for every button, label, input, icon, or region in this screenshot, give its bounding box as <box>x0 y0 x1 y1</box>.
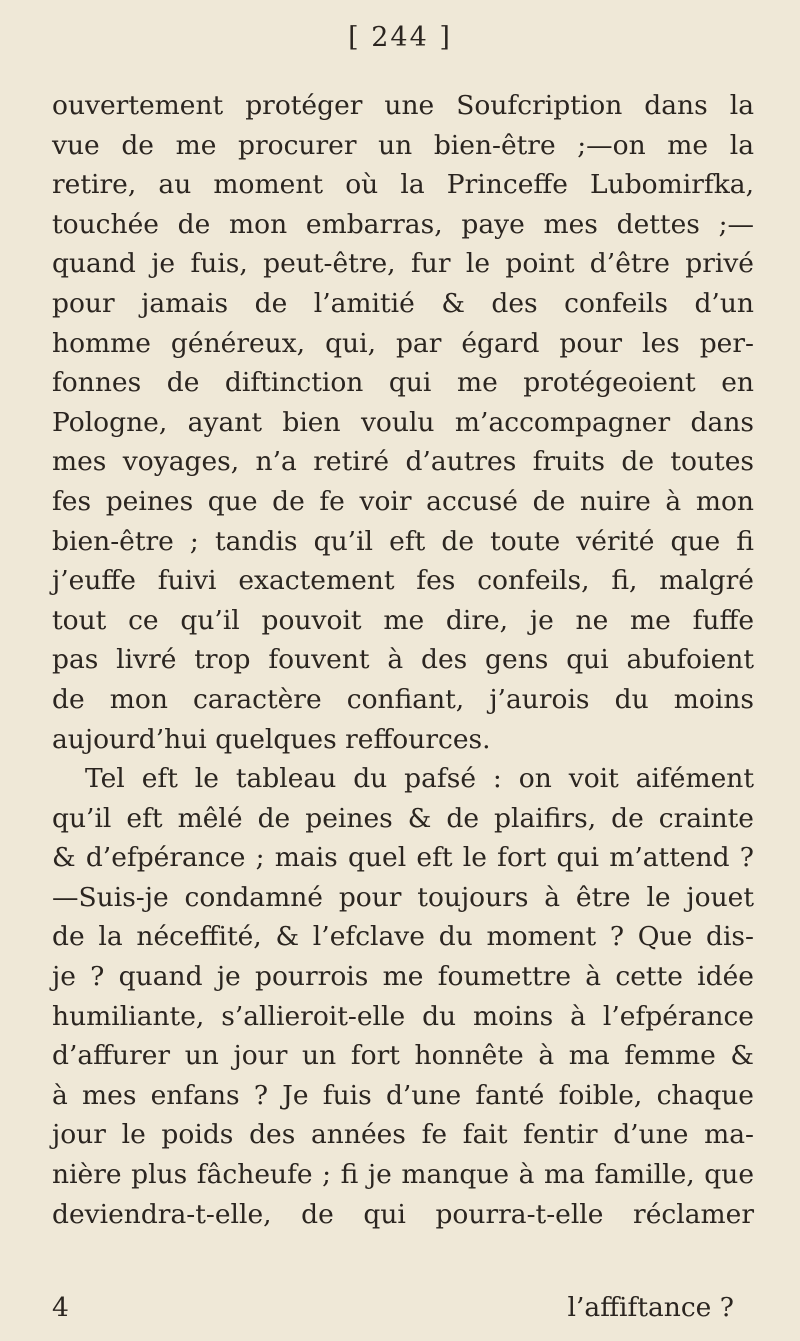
text-line: Pologne, ayant bien voulu m’accompagner dans <box>52 406 754 438</box>
text-line: —Suis-je condamné pour toujours à être le jouet <box>52 881 754 913</box>
signature-mark: 4 <box>52 1292 69 1323</box>
text-line: Tel eft le tableau du pafsé : on voit aifément <box>85 763 754 795</box>
text-line: fonnes de diftinction qui me protégeoient en <box>52 367 754 399</box>
text-line: de mon caractère confiant, j’aurois du moins <box>52 683 754 715</box>
text-line: ouvertement protéger une Soufcription dans la <box>52 90 754 121</box>
text-line: à mes enfans ? Je fuis d’une fanté foible, chaque <box>52 1079 754 1111</box>
text-line: de la néceffité, & l’efclave du moment ? Que dis- <box>52 921 754 953</box>
text-line: deviendra-t-elle, de qui pourra-t-elle réclamer <box>52 1198 754 1230</box>
text-line: pour jamais de l’amitié & des confeils d’un <box>52 287 754 319</box>
text-line: j’euffe fuivi exactement fes confeils, fi, malgré <box>52 565 754 597</box>
text-line: humiliante, s’allieroit-elle du moins à l’efpérance <box>52 1000 754 1032</box>
body-text <box>52 86 754 1234</box>
text-line: quand je fuis, peut-être, fur le point d’être privé <box>52 248 754 280</box>
text-line: pas livré trop fouvent à des gens qui abufoient <box>52 644 754 676</box>
text-line: tout ce qu’il pouvoit me dire, je ne me fuffe <box>52 604 754 636</box>
text-line: mes voyages, n’a retiré d’autres fruits de toutes <box>52 446 754 478</box>
text-line: homme généreux, qui, par égard pour les per- <box>52 327 754 359</box>
page-number: [ 244 ] <box>348 22 452 53</box>
page-footer <box>52 1288 754 1328</box>
text-line: bien-être ; tandis qu’il eft de toute vérité que fi <box>52 525 754 557</box>
text-line: fes peines que de fe voir accusé de nuire à mon <box>52 485 754 517</box>
text-line: vue de me procurer un bien-être ;—on me la <box>52 129 754 161</box>
text-line: nière plus fâcheufe ; fi je manque à ma famille, que <box>52 1159 754 1191</box>
text-line: retire, au moment où la Princeffe Lubomirfka, <box>52 169 754 201</box>
text-line: & d’efpérance ; mais quel eft le fort qui m’attend ? <box>52 842 754 874</box>
text-line: d’affurer un jour un fort honnête à ma femme & <box>52 1040 754 1072</box>
text-line: qu’il eft mêlé de peines & de plaifirs, de crainte <box>52 802 754 834</box>
text-line: je ? quand je pourrois me foumettre à cette idée <box>52 961 754 993</box>
text-line: aujourd’hui quelques reffources. <box>52 723 491 755</box>
catchword: l’affiftance ? <box>567 1292 734 1323</box>
text-line: touchée de mon embarras, paye mes dettes ;— <box>52 208 754 240</box>
text-line: jour le poids des années fe fait fentir d’une ma- <box>52 1119 754 1151</box>
